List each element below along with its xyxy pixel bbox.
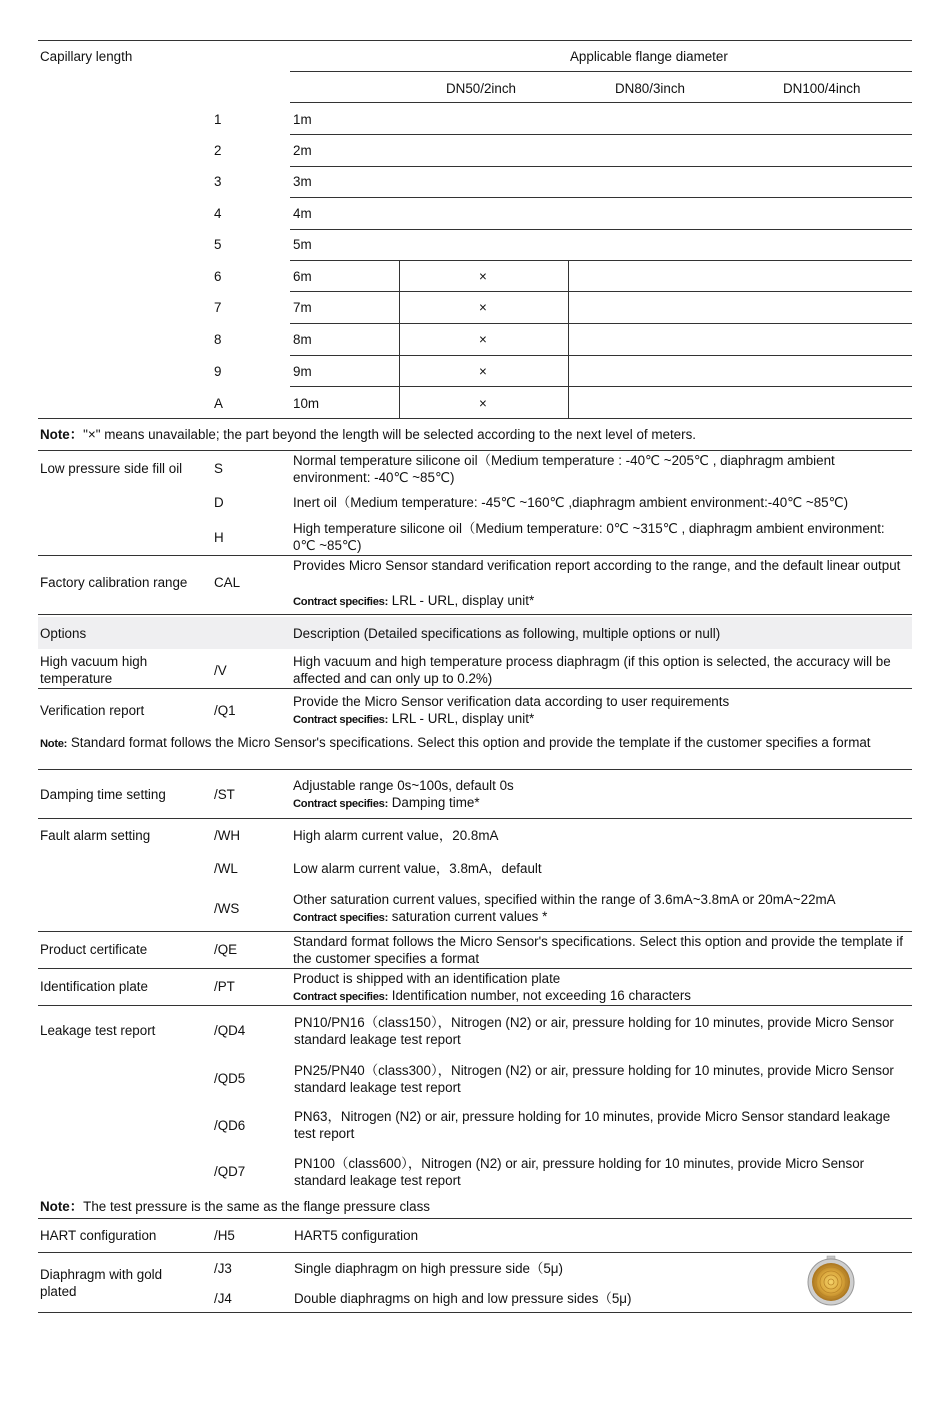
section-rule: [38, 555, 912, 556]
section-rule: [38, 1218, 912, 1219]
section-rule: [38, 818, 912, 819]
spec-text: saturation current values *: [391, 909, 548, 924]
certificate-code: /QE: [214, 942, 238, 957]
fill-oil-desc-d: Inert oil（Medium temperature: -45℃ ~160℃ ,diaphragm ambient environment:-40℃ ~85℃): [293, 495, 849, 510]
fill-oil-desc-s: Normal temperature silicone oil（Medium temperature : -40℃ ~205℃ , diaphragm ambient environment: -40℃ ~85℃): [293, 453, 835, 485]
row-length: 5m: [293, 237, 312, 252]
fill-oil-desc-h: High temperature silicone oil（Medium temperature: 0℃ ~315℃ , diaphragm ambient environment: 0℃ ~85℃): [293, 521, 885, 553]
fault-alarm-desc-wl: Low alarm current value，3.8mA，default: [293, 861, 542, 876]
col-dn50: DN50/2inch: [446, 81, 516, 96]
row-length: 10m: [293, 396, 320, 411]
options-desc: Description (Detailed specifications as following, multiple options or null): [293, 626, 721, 641]
gold-desc-j3: Single diaphragm on high pressure side（5μ): [294, 1261, 563, 1276]
verification-note: [40, 734, 910, 753]
plate-code: /PT: [214, 979, 235, 994]
capillary-label: Capillary length: [40, 49, 133, 64]
spec-text: Identification number, not exceeding 16 characters: [391, 988, 691, 1003]
leakage-label: Leakage test report: [40, 1023, 156, 1038]
fault-alarm-label: Fault alarm setting: [40, 828, 151, 843]
fill-oil-code-d: D: [214, 495, 224, 510]
high-vacuum-desc: High vacuum and high temperature process diaphragm (if this option is selected, the accuracy will be affected and can only up to 0.2%): [293, 654, 891, 686]
table-end-rule: [38, 418, 912, 419]
unavailable-mark: ×: [479, 332, 487, 347]
row-rule: [290, 355, 912, 356]
row-code: 8: [214, 332, 222, 347]
note-text: The test pressure is the same as the flange pressure class: [83, 1199, 430, 1214]
plate-spec: [293, 987, 691, 1006]
row-length: 6m: [293, 269, 312, 284]
leakage-code-qd6: /QD6: [214, 1118, 246, 1133]
leakage-code-qd7: /QD7: [214, 1164, 246, 1179]
spec-label: Contract specifies:: [293, 714, 389, 726]
fault-alarm-desc-wh: High alarm current value，20.8mA: [293, 828, 499, 843]
section-rule: [38, 1252, 912, 1253]
plate-desc: Product is shipped with an identification plate: [293, 971, 561, 986]
row-code: 5: [214, 237, 222, 252]
row-code: A: [214, 396, 223, 411]
top-rule: [38, 40, 912, 41]
gold-diaphragm-image: [806, 1254, 856, 1306]
flange-header: Applicable flange diameter: [570, 49, 728, 64]
capillary-note: [40, 426, 696, 443]
row-code: 3: [214, 174, 222, 189]
row-rule: [290, 260, 912, 261]
row-rule: [290, 166, 912, 167]
damping-spec: [293, 794, 480, 813]
calibration-desc: Provides Micro Sensor standard verification report according to the range, and the default linear output: [293, 558, 901, 573]
leakage-note: [40, 1198, 430, 1215]
row-length: 2m: [293, 143, 312, 158]
spec-label: Contract specifies:: [293, 596, 389, 608]
leakage-code-qd4: /QD4: [214, 1023, 246, 1038]
header-rule-2: [290, 102, 912, 103]
row-code: 1: [214, 112, 222, 127]
plate-label: Identification plate: [40, 979, 148, 994]
spec-label: Contract specifies:: [293, 912, 389, 924]
calibration-code: CAL: [214, 575, 241, 590]
gold-label: Diaphragm with gold plated: [40, 1267, 163, 1299]
row-length: 4m: [293, 206, 312, 221]
options-label: Options: [40, 626, 87, 641]
section-rule: [38, 769, 912, 770]
fill-oil-code-s: S: [214, 461, 223, 476]
row-length: 1m: [293, 112, 312, 127]
calibration-label: Factory calibration range: [40, 575, 188, 590]
note-text: "×" means unavailable; the part beyond the length will be selected according to the next level of meters.: [83, 427, 696, 442]
note-text: Standard format follows the Micro Sensor's specifications. Select this option and provide the template if the customer specifies a format: [70, 735, 871, 750]
col-dn100: DN100/4inch: [783, 81, 861, 96]
bottom-rule: [38, 1312, 912, 1313]
gold-desc-j4: Double diaphragms on high and low pressure sides（5μ): [294, 1291, 632, 1306]
fault-alarm-spec: [293, 908, 547, 927]
row-code: 4: [214, 206, 222, 221]
col-divider: [399, 260, 400, 418]
fault-alarm-code-wh: /WH: [214, 828, 241, 843]
spec-text: LRL - URL, display unit*: [391, 593, 535, 608]
fill-oil-label: Low pressure side fill oil: [40, 461, 183, 476]
row-length: 3m: [293, 174, 312, 189]
row-code: 6: [214, 269, 222, 284]
verification-label: Verification report: [40, 703, 145, 718]
damping-code: /ST: [214, 787, 235, 802]
certificate-desc: Standard format follows the Micro Sensor's specifications. Select this option and provide the template if the customer specifies a format: [293, 934, 903, 966]
row-length: 8m: [293, 332, 312, 347]
note-label: Note：: [40, 1199, 84, 1214]
verification-spec: [293, 710, 534, 729]
row-rule: [290, 134, 912, 135]
col-dn80: DN80/3inch: [615, 81, 685, 96]
hart-code: /H5: [214, 1228, 235, 1243]
section-rule: [38, 968, 912, 969]
row-length: 7m: [293, 300, 312, 315]
section-rule: [38, 1005, 912, 1006]
section-rule: [38, 614, 912, 615]
spec-label: Contract specifies:: [293, 798, 389, 810]
verification-desc: Provide the Micro Sensor verification data according to user requirements: [293, 694, 730, 709]
unavailable-mark: ×: [479, 300, 487, 315]
row-code: 9: [214, 364, 222, 379]
leakage-desc-qd4: PN10/PN16（class150），Nitrogen (N2) or air, pressure holding for 10 minutes, provide Micro Sensor standard leakage test report: [294, 1015, 894, 1047]
damping-desc: Adjustable range 0s~100s, default 0s: [293, 778, 514, 793]
row-code: 2: [214, 143, 222, 158]
verification-code: /Q1: [214, 703, 236, 718]
leakage-desc-qd6: PN63，Nitrogen (N2) or air, pressure holding for 10 minutes, provide Micro Sensor standard leakage test report: [294, 1109, 891, 1141]
fault-alarm-desc-ws: Other saturation current values, specified within the range of 3.6mA~3.8mA or 20mA~22mA: [293, 892, 836, 907]
spec-label: Contract specifies:: [293, 991, 389, 1003]
damping-label: Damping time setting: [40, 787, 166, 802]
spec-text: LRL - URL, display unit*: [391, 711, 535, 726]
note-label: Note：: [40, 427, 84, 442]
row-code: 7: [214, 300, 222, 315]
leakage-desc-qd7: PN100（class600），Nitrogen (N2) or air, pressure holding for 10 minutes, provide Micro Sensor standard leakage test report: [294, 1156, 865, 1188]
col-divider: [568, 260, 569, 418]
leakage-desc-qd5: PN25/PN40（class300），Nitrogen (N2) or air, pressure holding for 10 minutes, provide Micro Sensor standard leakage test report: [294, 1063, 894, 1095]
hart-desc: HART5 configuration: [294, 1228, 419, 1243]
section-rule: [38, 450, 912, 451]
row-rule: [290, 323, 912, 324]
gold-code-j3: /J3: [214, 1261, 232, 1276]
certificate-label: Product certificate: [40, 942, 148, 957]
note-label: Note:: [40, 738, 68, 750]
section-rule: [38, 931, 912, 932]
calibration-spec: [293, 592, 534, 611]
fault-alarm-code-wl: /WL: [214, 861, 238, 876]
unavailable-mark: ×: [479, 396, 487, 411]
fault-alarm-code-ws: /WS: [214, 901, 240, 916]
row-rule: [290, 386, 912, 387]
gold-code-j4: /J4: [214, 1291, 232, 1306]
spec-text: Damping time*: [391, 795, 480, 810]
header-rule: [290, 71, 912, 72]
row-rule: [290, 229, 912, 230]
row-length: 9m: [293, 364, 312, 379]
high-vacuum-label: High vacuum high temperature: [40, 654, 148, 686]
unavailable-mark: ×: [479, 269, 487, 284]
section-rule: [38, 688, 912, 689]
unavailable-mark: ×: [479, 364, 487, 379]
row-rule: [290, 197, 912, 198]
high-vacuum-code: /V: [214, 663, 227, 678]
leakage-code-qd5: /QD5: [214, 1071, 246, 1086]
fill-oil-code-h: H: [214, 530, 224, 545]
hart-label: HART configuration: [40, 1228, 157, 1243]
row-rule: [290, 291, 912, 292]
